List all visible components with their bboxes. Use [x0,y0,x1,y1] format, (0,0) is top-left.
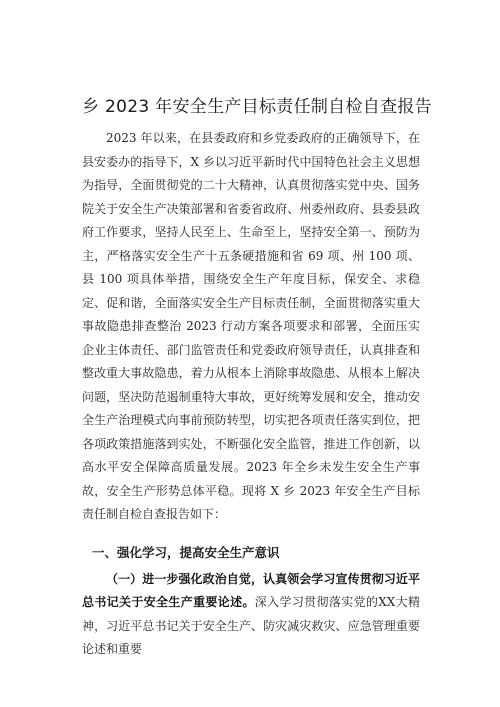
subsection-lead-1: （一）进一步强化政治自觉，认真领会学习宣传贯彻习近平总书记关于安全生产重要论述。 [82,571,420,609]
subsection-paragraph-1 [82,568,420,662]
section-heading-1: 一、强化学习，提高安全生产意识 [92,544,280,560]
intro-paragraph: 2023 年以来，在县委政府和乡党委政府的正确领导下，在县安委办的指导下，X 乡以习近平新时代中国特色社会主义思想为指导，全面贯彻党的二十大精神，认真贯彻落实党中央、国务院关于安全生产决策部署和省委省政府、州委州政府、县委县政府工作要求，坚持人民至上、生命至上，坚持安全第一、预防为主，严格落实安全生产十五条硬措施和省 69 项、州 100 项、县 100 项具体举措，围绕安全生产年度目标，保安全、求稳定、促和谐，全面落实安全生产目标责任制，全面贯彻落实重大事故隐患排查整治 2023 行动方案各项要求和部署，全面压实企业主体责任、部门监管责任和党委政府领导责任，认真排查和整改重大事故隐患，着力从根本上消除事故隐患、从根本上解决问题，坚决防范遏制重特大事故，更好统筹发展和安全，推动安全生产治理模式向事前预防转型，切实把各项责任落实到位，把各项政策措施落到实处，不断强化安全监管，推进工作创新，以高水平安全保障高质量发展。2023 年全乡未发生安全生产事故，安全生产形势总体平稳。现将 X 乡 2023 年安全生产目标责任制自检自查报告如下： [82,131,420,521]
subsection-text-1: 深入学习贯彻落实党的XX大精神，习近平总书记关于安全生产、防灾减灾救灾、应急管理重要论述和重要 [82,595,420,656]
document-body [82,92,432,662]
document-title: 乡 2023 年安全生产目标责任制自检自查报告 [82,97,432,117]
